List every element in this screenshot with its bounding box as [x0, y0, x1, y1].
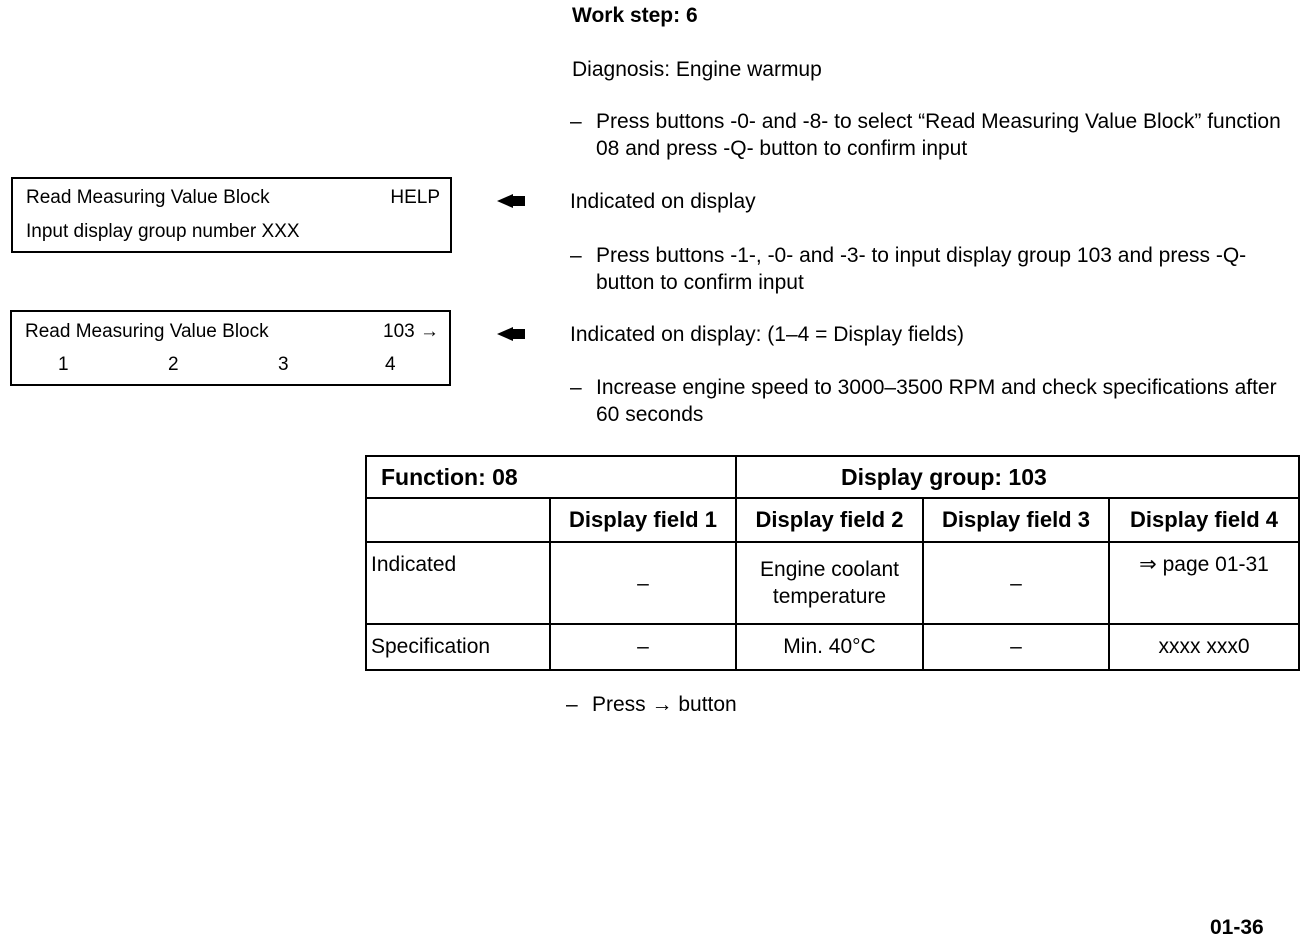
cell-value: ⇒ page 01-31 [1109, 542, 1299, 624]
step-increase-speed [570, 374, 1305, 428]
display-field-2: 2 [168, 354, 179, 375]
display-help-label: HELP [390, 187, 440, 208]
row-label-indicated: Indicated [366, 542, 550, 624]
cell-value: xxxx xxx0 [1109, 624, 1299, 670]
work-step-heading: Work step: 6 [572, 4, 698, 27]
table-row [366, 624, 1299, 670]
column-header-empty [366, 498, 550, 542]
cell-value: – [923, 542, 1109, 624]
display-line2: Input display group number XXX [26, 221, 300, 242]
step-text: Press buttons -0- and -8- to select “Read Measuring Value Block” function 08 and press -Q- button to confirm input [596, 110, 1281, 160]
row-label-specification: Specification [366, 624, 550, 670]
step-press-arrow [566, 691, 1301, 718]
cell-value: – [550, 542, 736, 624]
page-number: 01-36 [1210, 916, 1264, 939]
column-header-field-3: Display field 3 [923, 498, 1109, 542]
bullet-dash: – [566, 693, 578, 716]
indicated-on-display-1: Indicated on display [570, 190, 756, 213]
specification-table [365, 455, 1300, 671]
indicated-on-display-2: Indicated on display: (1–4 = Display fields) [570, 323, 964, 346]
indicator-arrow-icon [497, 327, 527, 341]
bullet-dash: – [570, 376, 582, 399]
column-header-field-2: Display field 2 [736, 498, 923, 542]
bullet-dash: – [570, 244, 582, 267]
indicator-arrow-icon [497, 194, 527, 208]
column-header-field-4: Display field 4 [1109, 498, 1299, 542]
cell-value: Min. 40°C [736, 624, 923, 670]
diagnosis-line: Diagnosis: Engine warmup [572, 58, 822, 81]
display-box-group-103 [10, 310, 451, 386]
table-column-headers [366, 498, 1299, 542]
display-box-input-group [11, 177, 452, 253]
display-group-number: 103 → [383, 321, 439, 342]
display-line1-left: Read Measuring Value Block [25, 321, 269, 342]
display-line1-left: Read Measuring Value Block [26, 187, 270, 208]
display-field-4: 4 [385, 354, 396, 375]
table-header-row [366, 456, 1299, 498]
cell-value: – [923, 624, 1109, 670]
display-group-label: Display group: 103 [736, 456, 1299, 498]
cell-value: Engine coolant temperature [736, 542, 923, 624]
table-row [366, 542, 1299, 624]
cell-value: – [550, 624, 736, 670]
step-text: Increase engine speed to 3000–3500 RPM and check specifications after 60 seconds [596, 376, 1277, 426]
column-header-field-1: Display field 1 [550, 498, 736, 542]
display-field-3: 3 [278, 354, 289, 375]
step-input-group [570, 242, 1305, 296]
display-field-1: 1 [58, 354, 69, 375]
function-label: Function: 08 [366, 456, 736, 498]
bullet-dash: – [570, 110, 582, 133]
step-select-function [570, 108, 1305, 162]
step-text: Press → button [592, 693, 737, 716]
step-text: Press buttons -1-, -0- and -3- to input display group 103 and press -Q- button to confirm input [596, 244, 1247, 294]
